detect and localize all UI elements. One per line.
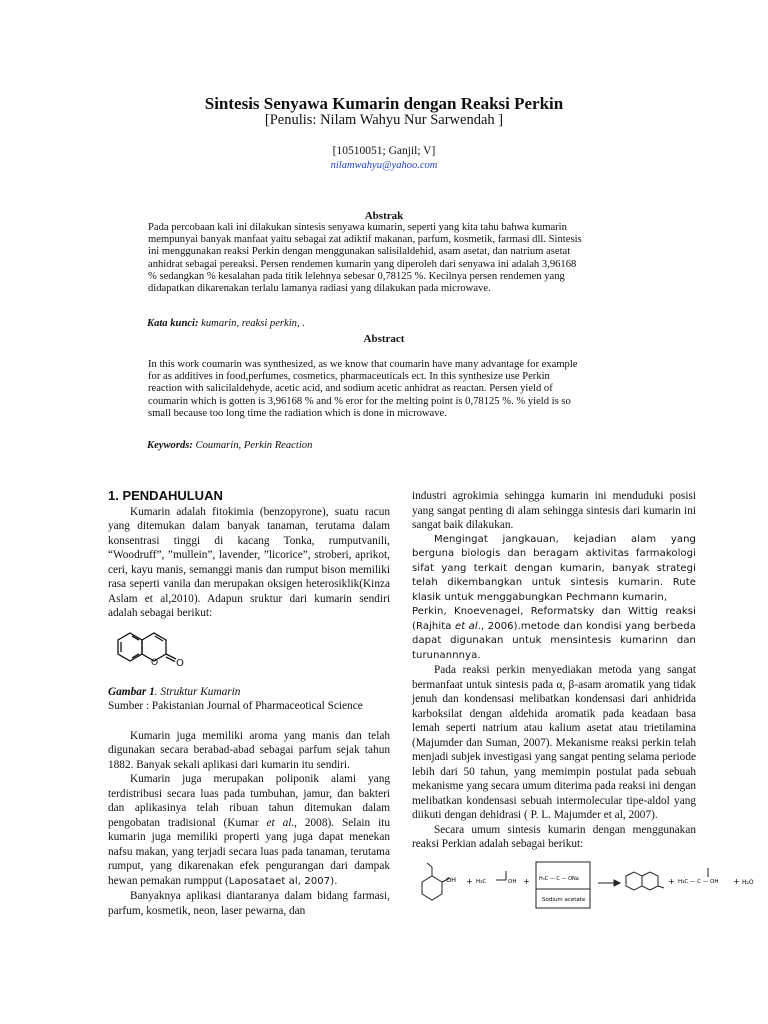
paragraph: Pada reaksi perkin menyediakan metoda yang sangat bermanfaat untuk sintesis pada α, β-asam aromatik yang tidak jenuh dan kondensasi melibatkan kondensasi dari anhidrida karboksilat dengan aldehida aromatik pada keadaan basa lemah seperti natrium atau kalium asetat atau trietilamina (Majumder dan Suman, 2007). Mekanisme reaksi perkin telah menjadi subjek investigasi yang sangat penting selama periode lebih dari 50 tahun, yang memimpin postulat pada sebuah mekanisme yang secara umum diterima pada reaksi ini dengan melibatkan kondensasi sebuah intermolecular tipe-aldol yang diikuti dengan dehidrasi ( P. L. Majumder et al, 2007). bbox=[412, 664, 696, 821]
right-column bbox=[412, 489, 754, 920]
figure-label: Gambar 1 bbox=[108, 685, 155, 698]
rxn-label-oh: OH bbox=[446, 875, 457, 884]
abstrak-line: mempunyai banyak manfaat yaitu sebagai zat adiktif makanan, parfum, kosmetik, farmasi dll. Sintesis bbox=[148, 234, 582, 246]
coumarin-structure-drawing bbox=[108, 621, 218, 679]
figure-title: . Struktur Kumarin bbox=[154, 685, 241, 698]
keywords-value: Coumarin, Perkin Reaction bbox=[192, 440, 313, 451]
rxn-label-oh2: OH bbox=[508, 878, 517, 885]
student-id-line: [10510051; Ganjil; V] bbox=[332, 145, 436, 157]
rxn-label-water: H₂O bbox=[742, 878, 754, 886]
coumarin-structure bbox=[108, 621, 390, 679]
rxn-label-acetic-acid: H₃C — C — OH bbox=[678, 878, 719, 885]
kata-kunci-value: kumarin, reaksi perkin, . bbox=[198, 318, 305, 329]
abstract-line: for as additives in food,perfumes, cosmetics, pharmaceuticals ect. In this synthesize use Perkin bbox=[148, 371, 550, 383]
kata-kunci-label: Kata kunci: bbox=[147, 318, 199, 329]
reaction-scheme-drawing bbox=[408, 858, 768, 920]
rxn-label-plus4: + bbox=[733, 876, 740, 886]
abstract-line: small because too long time the radiation which is done in microwave. bbox=[148, 407, 447, 419]
figure-caption bbox=[108, 685, 390, 700]
keywords bbox=[147, 440, 312, 451]
rxn-label-plus2: + bbox=[523, 876, 530, 886]
rxn-label-naoac: H₃C — C — ONa bbox=[539, 875, 579, 882]
figure-source: Sumber : Pakistanian Journal of Pharmaceotical Science bbox=[108, 700, 363, 712]
abstrak-line: anhidrat sebagai pereaksi. Persen rendemen kumarin yang diperoleh dari senyawa ini adalah 3,96168 bbox=[148, 258, 577, 270]
abstract-line: In this work coumarin was synthesized, as we know that coumarin have many advantage for example bbox=[148, 359, 578, 370]
rxn-label-plus3: + bbox=[668, 876, 675, 886]
keywords-label: Keywords: bbox=[147, 440, 193, 451]
kata-kunci bbox=[147, 318, 305, 329]
paper-title: Sintesis Senyawa Kumarin dengan Reaksi Perkin bbox=[204, 94, 564, 113]
rxn-label-h3c: H₃C bbox=[476, 878, 487, 885]
paragraph: Kumarin juga merupakan poliponik alami yang terdistribusi secara luas pada tumbuhan, jamur, dan bakteri dan aplikasinya telah ribuan tahun ditemukan dalam pengobatan tradisional (Kumar et al., 2008). Selain itu kumarin juga memiliki properti yang juga dapat menekan nafsu makan, yang terjadi secara luas pada tanaman, terutama rumput, yang dikarenakan efek pengurangan dari dampak hewan pemakan rumpput (Laposataet al, 2007). bbox=[108, 773, 390, 887]
abstrak-line: % sedangkan % kesalahan pada titik lelehnya sebesar 0,78125 %. Kecilnya persen rendemen yang bbox=[148, 270, 565, 282]
rxn-label-sodium-acetate: Sodium acetate bbox=[542, 896, 586, 903]
paragraph: Mengingat jangkauan, kejadian alam yang berguna biologis dan beragam aktivitas farmakologi sifat yang terkait dengan kumarin, banyak strategi telah dikembangkan untuk sintesis kumarin. Rute klasik untuk menggabungkan Pechmann kumarin, bbox=[412, 533, 696, 603]
paragraph: Secara umum sintesis kumarin dengan menggunakan reaksi Perkian adalah sebagai berikut: bbox=[412, 823, 696, 850]
ring-oxygen-label: O bbox=[151, 657, 159, 668]
abstract-line: coumarin which is gotten is 3,96168 % and % eror for the melting point is 0,78125 %. % yield is so bbox=[148, 395, 571, 407]
abstrak-line: Pada percobaan kali ini dilakukan sintesis senyawa kumarin, seperti yang kita tahu bahwa kumarin bbox=[148, 222, 567, 233]
abstract-line: reaction with salicilaldehyde, acetic acid, and sodium acetic anhidrat as reactan. Persen yield of bbox=[148, 383, 553, 395]
abstrak-text bbox=[148, 222, 626, 295]
paragraph: Kumarin juga memiliki aroma yang manis dan telah digunakan secara berabad-abad sebagai parfum sejak tahun 1882. Banyak sekali aplikasi dari kumarin itu sendiri. bbox=[108, 729, 390, 771]
email-link[interactable]: nilamwahyu@yahoo.com bbox=[330, 160, 438, 171]
paragraph: Perkin, Knoevenagel, Reformatsky dan Wittig reaksi (Rajhita et al., 2006).metode dan kondisi yang berbeda dapat digunakan untuk mensintesis kumarinn dan turunannnya. bbox=[412, 606, 696, 661]
abstract-heading: Abstract bbox=[363, 333, 405, 345]
abstrak-heading: Abstrak bbox=[364, 210, 404, 222]
paragraph: Banyaknya aplikasi diantaranya dalam bidang farmasi, parfum, kosmetik, neon, laser pewarna, dan bbox=[108, 890, 390, 917]
rxn-label-plus: + bbox=[466, 876, 473, 886]
paragraph: industri agrokimia sehingga kumarin ini menduduki posisi yang sangat penting di alam sehingga sintesis dari kumarin ini sangat baik dilakukan. bbox=[412, 490, 696, 531]
section-heading: 1. PENDAHULUAN bbox=[108, 488, 223, 503]
abstract-text bbox=[148, 359, 626, 420]
abstrak-line: ini menggunakan reaksi Perkin dengan menggunakan salisilaldehid, asam asetat, dan natrium asetat bbox=[148, 246, 571, 258]
carbonyl-oxygen-label: O bbox=[176, 657, 184, 669]
author-line: [Penulis: Nilam Wahyu Nur Sarwendah ] bbox=[264, 112, 504, 128]
perkin-reaction-scheme bbox=[412, 858, 754, 920]
paragraph: Kumarin adalah fitokimia (benzopyrone), suatu racun yang ditemukan dalam banyak tanaman, terutama dalam konsentrasi tinggi di kacang Tonka, rumputvanili, “Woodruff”, ”mullein”, lavender, ”licorice”, stroberi, aprikot, ceri, kayu manis, semanggi manis dan rumput bison memiliki rasa seperti vanila dan merupakan oksigen heterosiklik(Kinza Aslam et al,2010). Adapun sruktur dari kumarin sendiri adalah sebagai berikut: bbox=[108, 505, 390, 619]
left-column bbox=[108, 489, 390, 918]
abstrak-line: didapatkan dikarenakan terlalu lamanya radiasi yang dilakukan pada microwave. bbox=[148, 283, 491, 295]
